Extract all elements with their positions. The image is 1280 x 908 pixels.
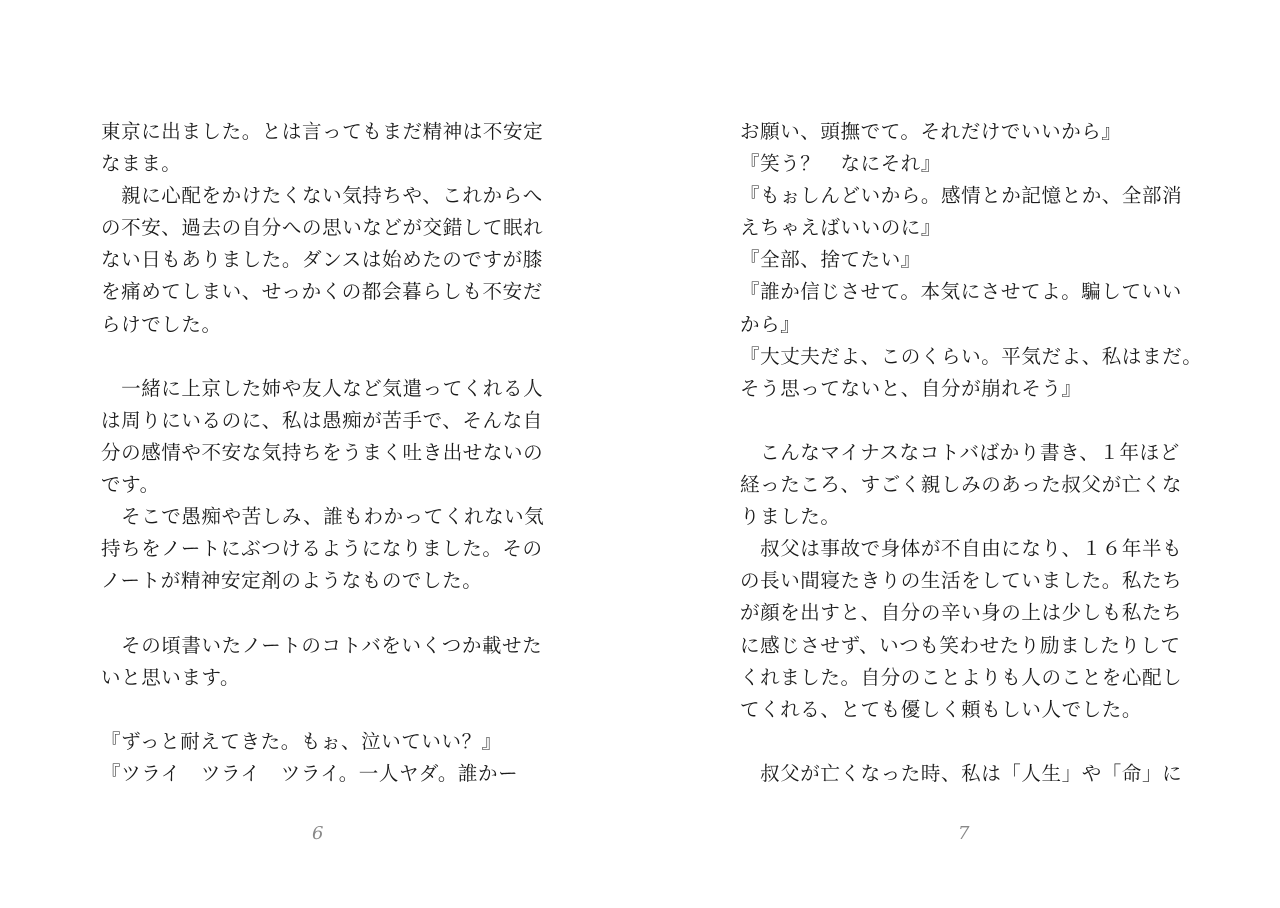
text-line: から』: [740, 312, 801, 336]
text-line: 親に心配をかけたくない気持ちや、これからへ: [101, 184, 543, 208]
page-number: 6: [312, 823, 324, 844]
text-line: 持ちをノートにぶつけるようになりました。その: [101, 537, 543, 561]
text-line: 『ずっと耐えてきた。もぉ、泣いていい？』: [101, 729, 502, 753]
right-page-text: [740, 116, 1203, 790]
text-line: 『誰か信じさせて。本気にさせてよ。騙していい: [740, 280, 1182, 304]
text-line: 分の感情や不安な気持ちをうまく吐き出せないの: [101, 440, 544, 464]
left-page-text: [101, 116, 561, 790]
text-line: 『笑う？ なにそれ』: [740, 152, 942, 176]
text-line: らけでした。: [101, 312, 222, 336]
text-line: の不安、過去の自分への思いなどが交錯して眠れ: [101, 216, 544, 240]
text-line: 『もぉしんどいから。感情とか記憶とか、全部消: [740, 184, 1183, 208]
blank-line: [740, 726, 1200, 758]
blank-line: [740, 405, 1200, 437]
text-line: が顔を出すと、自分の辛い身の上は少しも私たち: [740, 601, 1183, 625]
text-line: くれました。自分のことよりも人のことを心配し: [740, 665, 1183, 689]
text-line: こんなマイナスなコトバばかり書き、１年ほど: [740, 440, 1180, 464]
text-line: 叔父は事故で身体が不自由になり、１６年半も: [740, 537, 1183, 561]
text-line: そこで愚痴や苦しみ、誰もわかってくれない気: [101, 505, 545, 529]
text-line: は周りにいるのに、私は愚痴が苦手で、そんな自: [101, 408, 543, 432]
text-line: 『全部、捨てたい』: [740, 248, 921, 272]
text-line: えちゃえばいいのに』: [740, 216, 942, 240]
text-line: 一緒に上京した姉や友人など気遣ってくれる人: [101, 376, 544, 400]
text-line: なまま。: [101, 152, 182, 176]
text-line: いと思います。: [101, 665, 241, 689]
right-page: [640, 0, 1280, 908]
text-line: 東京に出ました。とは言ってもまだ精神は不安定: [101, 120, 544, 143]
text-line: の長い間寝たきりの生活をしていました。私たち: [740, 569, 1183, 593]
text-line: 経ったころ、すごく親しみのあった叔父が亡くな: [740, 473, 1183, 497]
blank-line: [101, 341, 561, 373]
blank-line: [101, 597, 561, 629]
page-number: 7: [958, 823, 970, 844]
text-line: ない日もありました。ダンスは始めたのですが膝: [101, 248, 543, 272]
text-line: お願い、頭撫でて。それだけでいいから』: [740, 120, 1122, 143]
text-line: を痛めてしまい、せっかくの都会暮らしも不安だ: [101, 280, 543, 304]
blank-line: [101, 694, 561, 726]
text-line: そう思ってないと、自分が崩れそう』: [740, 376, 1082, 400]
text-line: ノートが精神安定剤のようなものでした。: [101, 569, 483, 593]
text-line: その頃書いたノートのコトバをいくつか載せた: [101, 633, 543, 657]
text-line: に感じさせず、いつも笑わせたり励ましたりして: [740, 633, 1181, 657]
text-line: です。: [101, 473, 160, 497]
text-line: りました。: [740, 505, 841, 529]
text-line: 叔父が亡くなった時、私は「人生」や「命」に: [740, 761, 1183, 785]
text-line: 『大丈夫だよ、このくらい。平気だよ、私はまだ。: [740, 344, 1203, 368]
text-line: 『ツライ ツライ ツライ。一人ヤダ。誰かー: [101, 761, 519, 785]
text-line: てくれる、とても優しく頼もしい人でした。: [740, 697, 1143, 721]
